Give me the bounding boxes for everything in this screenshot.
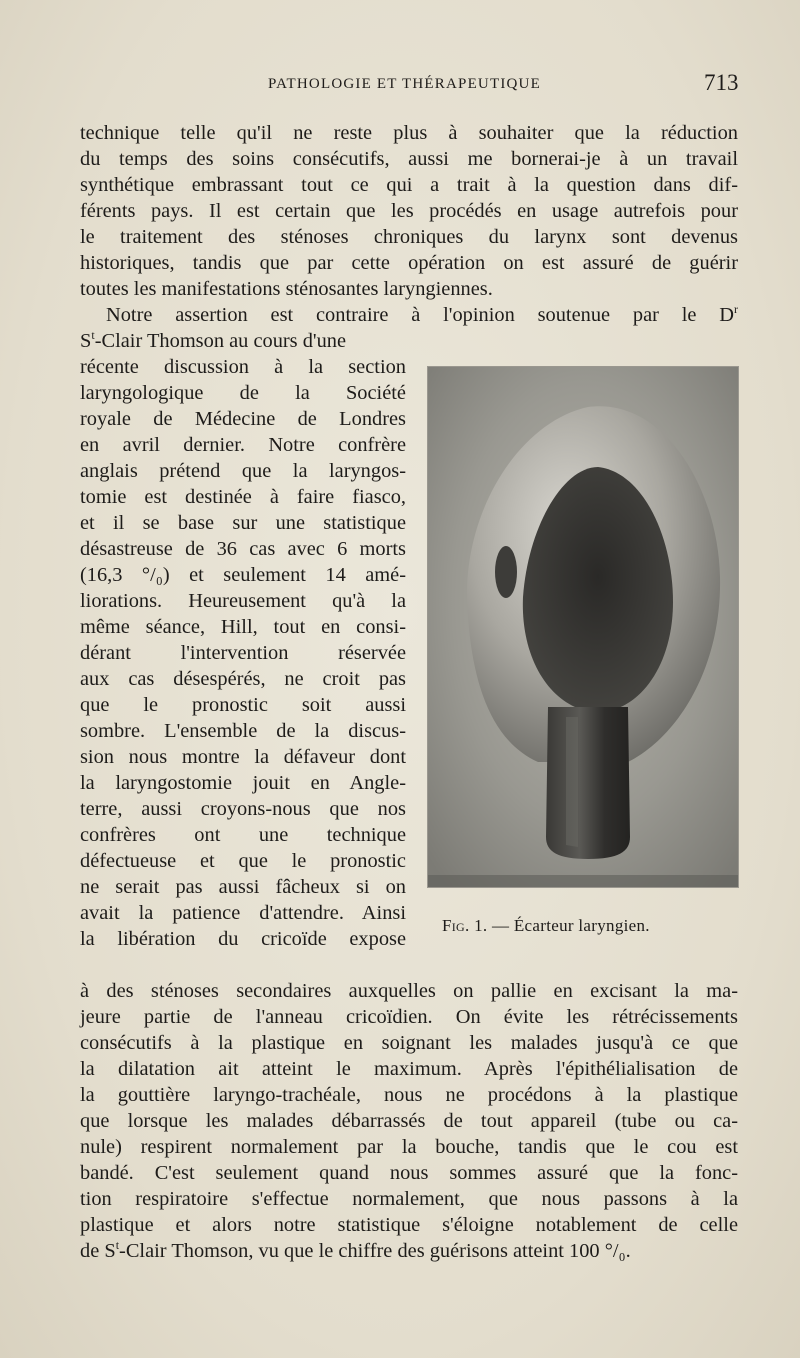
text-line: nule) respirent normalement par la bouche, tandis que le cou est [80, 1136, 738, 1158]
text-line: que le pronostic soit aussi [80, 694, 406, 716]
text-span: de S [80, 1240, 116, 1262]
text-span: -Clair Thomson, vu que le chiffre des guérisons atteint 100 °/₀. [119, 1240, 631, 1262]
page-header [0, 70, 800, 104]
text-line: plastique et alors notre statistique s'éloigne notablement de celle [80, 1214, 738, 1236]
text-line: jeure partie de l'anneau cricoïdien. On évite les rétrécissements [80, 1006, 738, 1028]
laryngeal-retractor-illustration [428, 367, 739, 888]
text-line: et il se base sur une statistique [80, 512, 406, 534]
figure-label: Fig. 1. [442, 916, 488, 935]
text-line: dérant l'intervention réservée [80, 642, 406, 664]
text-line: désastreuse de 36 cas avec 6 morts [80, 538, 406, 560]
superscript: r [734, 302, 738, 317]
text-line: historiques, tandis que par cette opération on est assuré de guérir [80, 252, 738, 274]
text-line: terre, aussi croyons-nous que nos [80, 798, 406, 820]
figure-caption-text: — Écarteur laryngien. [487, 916, 650, 935]
text-span: S [80, 330, 92, 352]
text-line: la libération du cricoïde expose [80, 928, 406, 950]
text-line: défectueuse et que le pronostic [80, 850, 406, 872]
text-line: technique telle qu'il ne reste plus à souhaiter que la réduction [80, 122, 738, 144]
text-line: bandé. C'est seulement quand nous sommes assuré que la fonc- [80, 1162, 738, 1184]
page-number: 713 [704, 70, 739, 95]
figure-photo [427, 366, 739, 888]
text-line [80, 328, 406, 354]
text-line: en avril dernier. Notre confrère [80, 434, 406, 456]
superscript: t [115, 1238, 120, 1253]
paragraph-2-continued [80, 978, 738, 1264]
text-line [80, 1238, 738, 1264]
text-line: que lorsque les malades débarrassés de tout appareil (tube ou ca- [80, 1110, 738, 1132]
text-line: laryngologique de la Société [80, 382, 406, 404]
text-line: toutes les manifestations sténosantes laryngiennes. [80, 278, 493, 300]
text-line [80, 302, 738, 328]
text-line: récente discussion à la section [80, 356, 406, 378]
text-line: la gouttière laryngo-trachéale, nous ne procédons à la plastique [80, 1084, 738, 1106]
running-head: PATHOLOGIE ET THÉRAPEUTIQUE [268, 76, 541, 92]
text-span: -Clair Thomson au cours d'une [94, 330, 347, 352]
text-line: à des sténoses secondaires auxquelles on pallie en excisant la ma- [80, 980, 738, 1002]
text-line: avait la patience d'attendre. Ainsi [80, 902, 406, 924]
text-line: confrères ont une technique [80, 824, 406, 846]
text-line: liorations. Heureusement qu'à la [80, 590, 406, 612]
text-line: tomie est destinée à faire fiasco, [80, 486, 406, 508]
text-line: anglais prétend que la laryngos- [80, 460, 406, 482]
text-line: consécutifs à la plastique en soignant les malades jusqu'à ce que [80, 1032, 738, 1054]
paragraph-2-line2 [80, 328, 406, 354]
text-line: tion respiratoire s'effectue normalement, que nous passons à la [80, 1188, 738, 1210]
superscript: t [91, 328, 95, 343]
text-line: aux cas désespérés, ne croit pas [80, 668, 406, 690]
text-span: Notre assertion est contraire à l'opinion soutenue par le D [106, 304, 734, 326]
text-line: (16,3 °/₀) et seulement 14 amé- [80, 564, 406, 586]
text-line: la dilatation ait atteint le maximum. Après l'épithélialisation de [80, 1058, 738, 1080]
paragraph-1 [80, 120, 738, 302]
text-line: sombre. L'ensemble de la discus- [80, 720, 406, 742]
paragraph-2-head [80, 302, 738, 328]
text-line: du temps des soins consécutifs, aussi me bornerai-je à un travail [80, 148, 738, 170]
text-line: sion nous montre la défaveur dont [80, 746, 406, 768]
text-line: le traitement des sténoses chroniques du larynx sont devenus [80, 226, 738, 248]
text-line: même séance, Hill, tout en consi- [80, 616, 406, 638]
paragraph-2-narrow [80, 354, 406, 952]
text-line: férents pays. Il est certain que les procédés en usage autrefois pour [80, 200, 738, 222]
figure-caption [442, 916, 650, 936]
text-line: ne serait pas aussi fâcheux si on [80, 876, 406, 898]
text-line: royale de Médecine de Londres [80, 408, 406, 430]
text-line: synthétique embrassant tout ce qui a trait à la question dans dif- [80, 174, 738, 196]
text-line: la laryngostomie jouit en Angle- [80, 772, 406, 794]
